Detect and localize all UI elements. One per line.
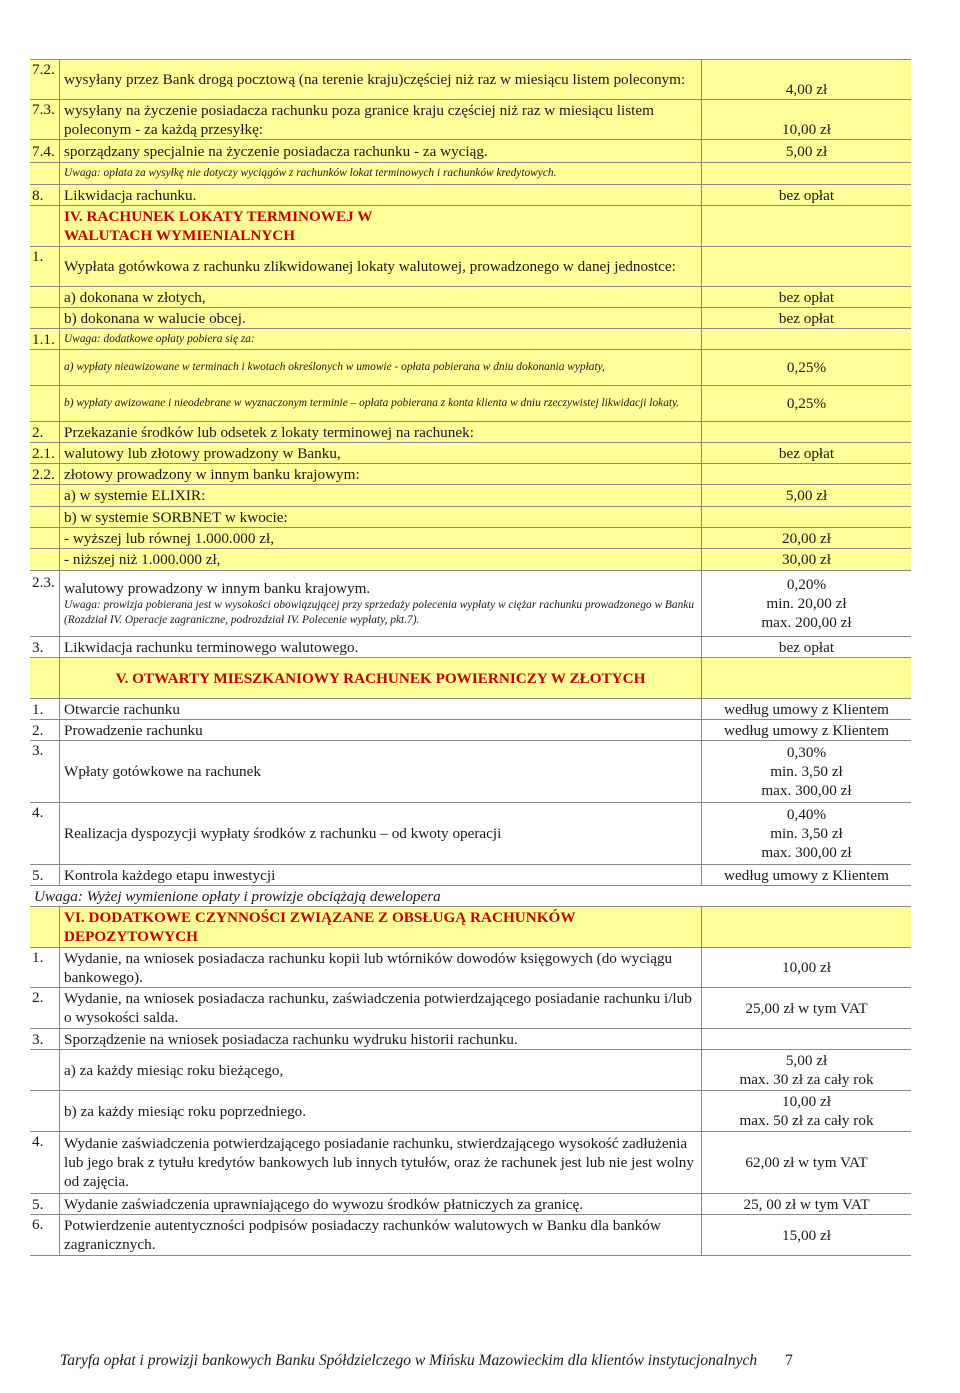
row-fee: 0,20% <box>786 576 827 593</box>
row-description: wysyłany na życzenie posiadacza rachunku poza granice kraju częściej niż raz w miesiącu listem poleconym - za każdą przesyłkę: <box>60 100 702 140</box>
row-fee-min: min. 3,50 zł <box>770 763 843 780</box>
row-fee-max: max. 300,00 zł <box>761 844 852 861</box>
row-number: 7.3. <box>30 100 60 140</box>
row-description: Wydanie, na wniosek posiadacza rachunku, zaświadczenia potwierdzającego posiadanie rachunku i/lub o wysokości salda. <box>60 988 702 1029</box>
row-number: 7.4. <box>30 140 60 163</box>
row-fee <box>702 206 912 247</box>
row-number: 2. <box>30 422 60 443</box>
row-number <box>30 658 60 699</box>
row-number: 4. <box>30 1132 60 1194</box>
row-fee <box>702 1029 912 1050</box>
row-fee: 15,00 zł <box>702 1215 912 1256</box>
row-fee-block <box>702 803 912 865</box>
row-fee-max: max. 200,00 zł <box>761 614 852 631</box>
section-heading: V. OTWARTY MIESZKANIOWY RACHUNEK POWIERNICZY W ZŁOTYCH <box>60 658 702 699</box>
row-note-reference: (Rozdział IV. Operacje zagraniczne, podrozdział IV. Polecenie wypłaty, pkt.7). <box>64 614 420 626</box>
row-fee-min: min. 3,50 zł <box>770 825 843 842</box>
row-note: Uwaga: Wyżej wymienione opłaty i prowizje obciążają dewelopera <box>30 886 911 907</box>
row-fee <box>702 163 912 185</box>
page-number: 7 <box>785 1352 793 1369</box>
row-number: 5. <box>30 865 60 886</box>
row-fee <box>702 907 912 948</box>
row-fee: 10,00 zł <box>782 1093 831 1110</box>
row-description: Wydanie, na wniosek posiadacza rachunku kopii lub wtórników dowodów księgowych (do wyciągu bankowego). <box>60 948 702 988</box>
table-row <box>30 1091 911 1132</box>
row-number <box>30 350 60 386</box>
row-description: złotowy prowadzony w innym banku krajowym: <box>60 464 702 485</box>
row-note: Uwaga: prowizja pobierana jest w wysokości obowiązującej przy sprzedaży polecenia wypłaty w ciężar rachunku prowadzonego w Banku <box>64 599 695 611</box>
table-row <box>30 528 911 549</box>
page-footer <box>60 1352 793 1370</box>
section-heading-row <box>30 658 911 699</box>
row-description: b) za każdy miesiąc roku poprzedniego. <box>60 1091 702 1132</box>
row-number: 1. <box>30 247 60 287</box>
row-fee: 20,00 zł <box>702 528 912 549</box>
row-description: wysyłany przez Bank drogą pocztową (na terenie kraju)częściej niż raz w miesiącu listem poleconym: <box>60 60 702 100</box>
row-description: b) w systemie SORBNET w kwocie: <box>60 507 702 528</box>
table-row <box>30 549 911 571</box>
row-note: Uwaga: dodatkowe opłaty pobiera się za: <box>60 329 702 350</box>
table-row <box>30 350 911 386</box>
row-number: 3. <box>30 741 60 803</box>
row-fee: według umowy z Klientem <box>702 699 912 720</box>
table-row <box>30 1050 911 1091</box>
row-number <box>30 549 60 571</box>
table-row <box>30 741 911 803</box>
row-fee-block <box>702 1050 912 1091</box>
table-row <box>30 507 911 528</box>
row-number: 2.1. <box>30 443 60 464</box>
row-description: - niższej niż 1.000.000 zł, <box>60 549 702 571</box>
section-heading-row <box>30 907 911 948</box>
table-row <box>30 865 911 886</box>
row-number: 2. <box>30 720 60 741</box>
row-fee: 5,00 zł <box>785 1052 828 1069</box>
row-description: Wpłaty gotówkowe na rachunek <box>60 741 702 803</box>
row-description: Likwidacja rachunku terminowego walutowego. <box>60 637 702 658</box>
row-fee: 0,40% <box>786 806 827 823</box>
row-fee-block <box>702 1091 912 1132</box>
row-description: Wydanie zaświadczenia uprawniającego do wywozu środków płatniczych za granicę. <box>60 1194 702 1215</box>
row-number <box>30 907 60 948</box>
row-number: 5. <box>30 1194 60 1215</box>
table-row <box>30 247 911 287</box>
table-row <box>30 720 911 741</box>
row-description: walutowy lub złotowy prowadzony w Banku, <box>60 443 702 464</box>
row-fee: 0,30% <box>786 744 827 761</box>
row-description: Prowadzenie rachunku <box>60 720 702 741</box>
table-row <box>30 464 911 485</box>
row-fee: 10,00 zł <box>702 948 912 988</box>
row-number <box>30 206 60 247</box>
row-fee <box>702 507 912 528</box>
fee-table <box>30 59 911 1256</box>
row-fee: 30,00 zł <box>702 549 912 571</box>
table-row <box>30 1132 911 1194</box>
footer-text: Taryfa opłat i prowizji bankowych Banku Spółdzielczego w Mińsku Mazowieckim dla klientów instytucjonalnych <box>60 1352 758 1369</box>
row-fee <box>702 329 912 350</box>
row-number: 2. <box>30 988 60 1029</box>
row-number <box>30 287 60 308</box>
row-description: Realizacja dyspozycji wypłaty środków z rachunku – od kwoty operacji <box>60 803 702 865</box>
row-note: Uwaga: opłata za wysyłkę nie dotyczy wyciągów z rachunków lokat terminowych i rachunków kredytowych. <box>60 163 702 185</box>
row-fee: 5,00 zł <box>702 140 912 163</box>
row-number <box>30 386 60 422</box>
table-row <box>30 637 911 658</box>
table-row <box>30 329 911 350</box>
table-row <box>30 948 911 988</box>
row-fee: bez opłat <box>702 637 912 658</box>
table-row <box>30 803 911 865</box>
row-fee: bez opłat <box>702 287 912 308</box>
table-row <box>30 443 911 464</box>
row-number: 2.2. <box>30 464 60 485</box>
row-description: sporządzany specjalnie na życzenie posiadacza rachunku - za wyciąg. <box>60 140 702 163</box>
row-fee: 5,00 zł <box>702 485 912 507</box>
row-description: Wydanie zaświadczenia potwierdzającego posiadanie rachunku, stwierdzającego wysokość zadłużenia lub jego brak z tytułu kredytów bankowych lub innych tytułów, oraz że rachunek jest lub nie jest wolny od zajęcia. <box>60 1132 702 1194</box>
table-row <box>30 386 911 422</box>
row-number: 1.1. <box>30 329 60 350</box>
row-number: 6. <box>30 1215 60 1256</box>
row-fee: według umowy z Klientem <box>702 720 912 741</box>
row-number: 1. <box>30 699 60 720</box>
row-number <box>30 163 60 185</box>
row-fee-block <box>702 741 912 803</box>
row-fee: 25, 00 zł w tym VAT <box>702 1194 912 1215</box>
table-row <box>30 988 911 1029</box>
section-heading: VI. DODATKOWE CZYNNOŚCI ZWIĄZANE Z OBSŁUGĄ RACHUNKÓW DEPOZYTOWYCH <box>60 907 702 948</box>
table-row <box>30 1194 911 1215</box>
row-fee-max: max. 300,00 zł <box>761 782 852 799</box>
table-row <box>30 485 911 507</box>
row-fee: bez opłat <box>702 308 912 329</box>
row-description: walutowy prowadzony w innym banku krajowym. <box>64 580 371 597</box>
row-description-block <box>60 571 702 637</box>
row-fee <box>702 658 912 699</box>
row-number <box>30 308 60 329</box>
row-fee: bez opłat <box>702 185 912 206</box>
row-number <box>30 528 60 549</box>
row-description: Wypłata gotówkowa z rachunku zlikwidowanej lokaty walutowej, prowadzonego w danej jednostce: <box>60 247 702 287</box>
row-fee-min: min. 20,00 zł <box>766 595 847 612</box>
table-row <box>30 886 911 907</box>
row-number: 2.3. <box>30 571 60 637</box>
table-row <box>30 308 911 329</box>
row-description: Otwarcie rachunku <box>60 699 702 720</box>
row-fee: 4,00 zł <box>702 60 912 100</box>
row-description: Kontrola każdego etapu inwestycji <box>60 865 702 886</box>
table-row <box>30 100 911 140</box>
row-number: 4. <box>30 803 60 865</box>
table-row <box>30 163 911 185</box>
fee-table-page <box>30 59 907 1256</box>
row-fee: 0,25% <box>702 350 912 386</box>
table-row <box>30 185 911 206</box>
row-description: b) dokonana w walucie obcej. <box>60 308 702 329</box>
row-note: b) wypłaty awizowane i nieodebrane w wyznaczonym terminie – opłata pobierana z konta klienta w dniu rzeczywistej likwidacji lokaty. <box>60 386 702 422</box>
row-number: 8. <box>30 185 60 206</box>
row-description: Sporządzenie na wniosek posiadacza rachunku wydruku historii rachunku. <box>60 1029 702 1050</box>
row-description: - wyższej lub równej 1.000.000 zł, <box>60 528 702 549</box>
row-fee: 0,25% <box>702 386 912 422</box>
row-fee: według umowy z Klientem <box>702 865 912 886</box>
row-fee <box>702 247 912 287</box>
table-row <box>30 422 911 443</box>
row-fee: 10,00 zł <box>702 100 912 140</box>
row-number: 3. <box>30 637 60 658</box>
table-row <box>30 571 911 637</box>
row-description: a) w systemie ELIXIR: <box>60 485 702 507</box>
row-description: Likwidacja rachunku. <box>60 185 702 206</box>
row-fee-block <box>702 571 912 637</box>
row-fee <box>702 464 912 485</box>
section-heading-row <box>30 206 911 247</box>
table-row <box>30 287 911 308</box>
row-number <box>30 1091 60 1132</box>
table-row <box>30 1029 911 1050</box>
row-number: 3. <box>30 1029 60 1050</box>
row-number <box>30 485 60 507</box>
row-number: 7.2. <box>30 60 60 100</box>
row-fee: 62,00 zł w tym VAT <box>702 1132 912 1194</box>
row-note: a) wypłaty nieawizowane w terminach i kwotach określonych w umowie - opłata pobierana w dniu dokonania wypłaty, <box>60 350 702 386</box>
row-fee <box>702 422 912 443</box>
row-description: a) dokonana w złotych, <box>60 287 702 308</box>
row-fee: 25,00 zł w tym VAT <box>702 988 912 1029</box>
table-row <box>30 699 911 720</box>
row-fee-max: max. 50 zł za cały rok <box>739 1112 874 1129</box>
table-row <box>30 140 911 163</box>
row-description: a) za każdy miesiąc roku bieżącego, <box>60 1050 702 1091</box>
row-fee-max: max. 30 zł za cały rok <box>739 1071 874 1088</box>
row-description: Przekazanie środków lub odsetek z lokaty terminowej na rachunek: <box>60 422 702 443</box>
row-number: 1. <box>30 948 60 988</box>
section-heading: IV. RACHUNEK LOKATY TERMINOWEJ W WALUTACH WYMIENIALNYCH <box>60 206 702 247</box>
table-row <box>30 60 911 100</box>
row-number <box>30 507 60 528</box>
row-fee: bez opłat <box>702 443 912 464</box>
row-number <box>30 1050 60 1091</box>
row-description: Potwierdzenie autentyczności podpisów posiadaczy rachunków walutowych w Banku dla banków zagranicznych. <box>60 1215 702 1256</box>
table-row <box>30 1215 911 1256</box>
